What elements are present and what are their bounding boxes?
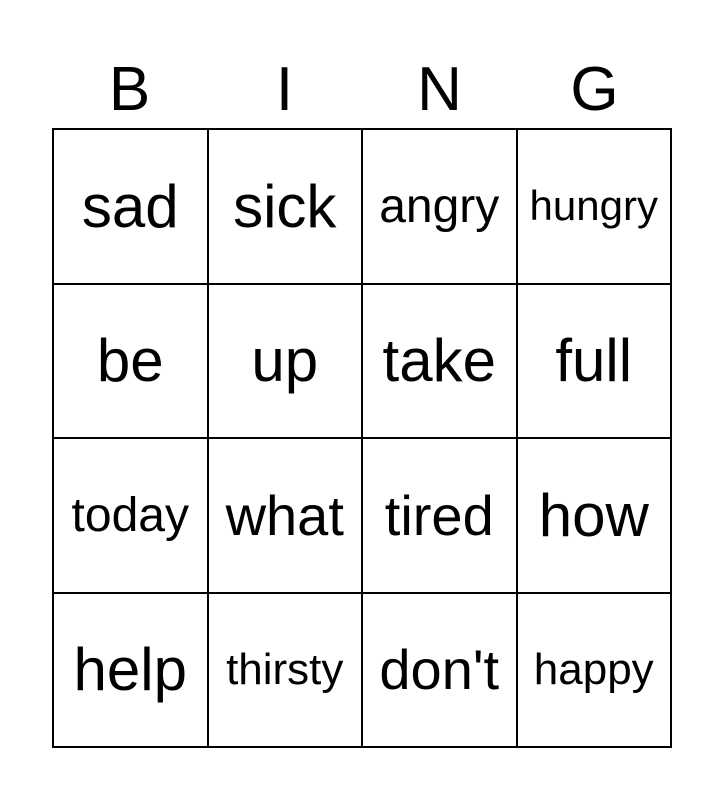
- bingo-cell-r2-c3[interactable]: take: [363, 285, 518, 440]
- bingo-cell-r1-c1[interactable]: sad: [54, 130, 209, 285]
- header-letter-n: N: [417, 55, 462, 124]
- bingo-cell-r4-c4[interactable]: happy: [518, 594, 673, 749]
- bingo-cell-r3-c3[interactable]: tired: [363, 439, 518, 594]
- header-letter-g: G: [570, 55, 619, 124]
- bingo-cell-r2-c4[interactable]: full: [518, 285, 673, 440]
- bingo-cell-r1-c4[interactable]: hungry: [518, 130, 673, 285]
- bingo-cell-r2-c1[interactable]: be: [54, 285, 209, 440]
- bingo-cell-r4-c1[interactable]: help: [54, 594, 209, 749]
- bingo-board: [52, 128, 672, 748]
- bingo-cell-r1-c3[interactable]: angry: [363, 130, 518, 285]
- bingo-cell-r3-c2[interactable]: what: [209, 439, 364, 594]
- bingo-header: [52, 52, 672, 128]
- bingo-cell-r1-c2[interactable]: sick: [209, 130, 364, 285]
- bingo-cell-r2-c2[interactable]: up: [209, 285, 364, 440]
- bingo-cell-r4-c3[interactable]: don't: [363, 594, 518, 749]
- bingo-cell-r4-c2[interactable]: thirsty: [209, 594, 364, 749]
- bingo-cell-r3-c1[interactable]: today: [54, 439, 209, 594]
- bingo-cell-r3-c4[interactable]: how: [518, 439, 673, 594]
- header-letter-b: B: [108, 55, 151, 124]
- header-letter-i: I: [275, 55, 294, 124]
